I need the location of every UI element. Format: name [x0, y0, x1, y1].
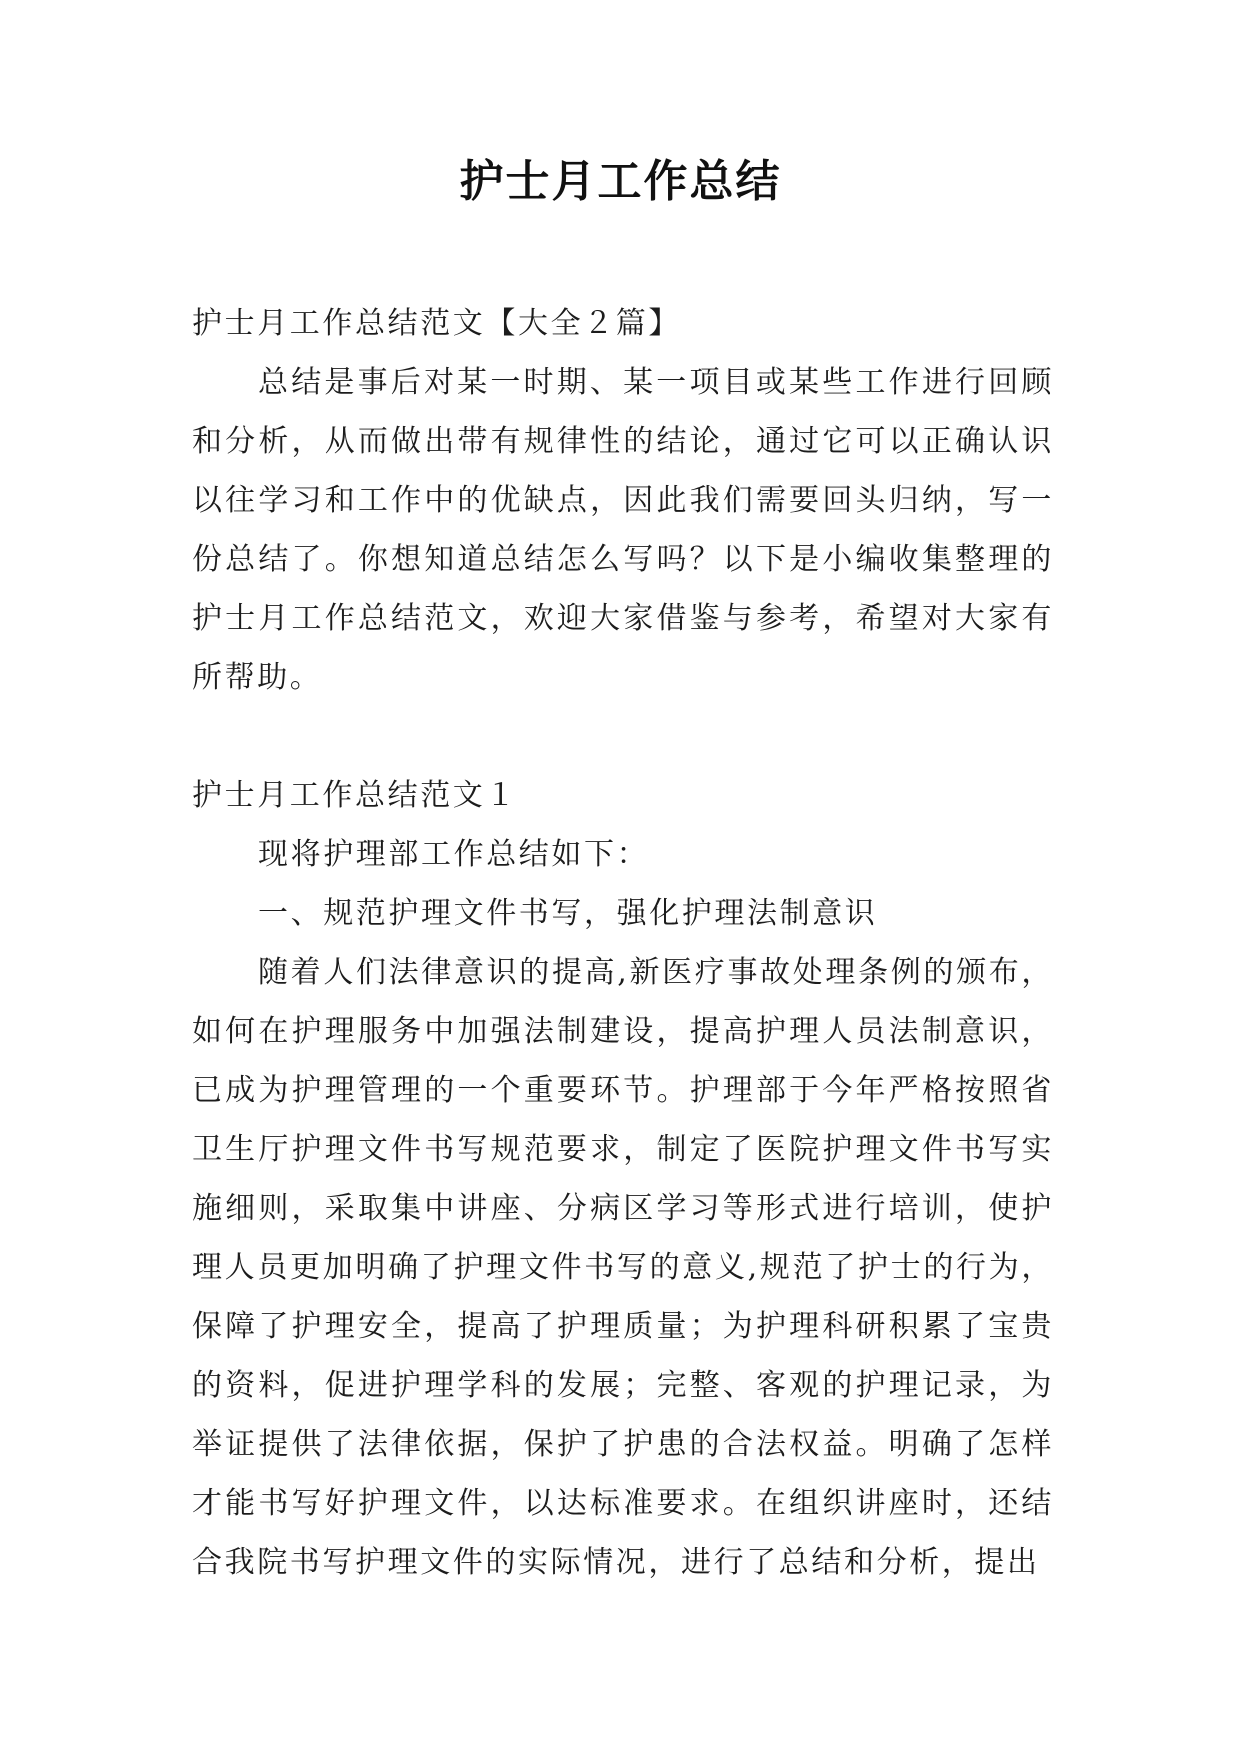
paragraph-gap	[192, 707, 1054, 766]
section-title: 护士月工作总结范文１	[192, 778, 518, 813]
document-body	[192, 294, 1054, 1592]
intro-paragraph: 总结是事后对某一时期、某一项目或某些工作进行回顾和分析，从而做出带有规律性的结论，通过它可以正确认识以往学习和工作中的优缺点，因此我们需要回头归纳，写一份总结了。你想知道总结怎么写吗？以下是小编收集整理的护士月工作总结范文，欢迎大家借鉴与参考，希望对大家有所帮助。	[192, 365, 1054, 695]
document-heading: 护士月工作总结范文【大全２篇】	[192, 306, 681, 341]
section-paragraph: 随着人们法律意识的提高,新医疗事故处理条例的颁布，如何在护理服务中加强法制建设，提高护理人员法制意识，已成为护理管理的一个重要环节。护理部于今年严格按照省卫生厅护理文件书写规范要求，制定了医院护理文件书写实施细则，采取集中讲座、分病区学习等形式进行培训，使护理人员更加明确了护理文件书写的意义,规范了护士的行为，保障了护理安全，提高了护理质量；为护理科研积累了宝贵的资料，促进护理学科的发展；完整、客观的护理记录，为举证提供了法律依据，保护了护患的合法权益。明确了怎样才能书写好护理文件，以达标准要求。在组织讲座时，还结合我院书写护理文件的实际情况，进行了总结和分析，提出	[192, 955, 1054, 1580]
section-item-heading: 一、规范护理文件书写，强化护理法制意识	[258, 896, 878, 931]
document-title: 护士月工作总结	[459, 156, 782, 207]
section-lead: 现将护理部工作总结如下：	[258, 837, 650, 872]
